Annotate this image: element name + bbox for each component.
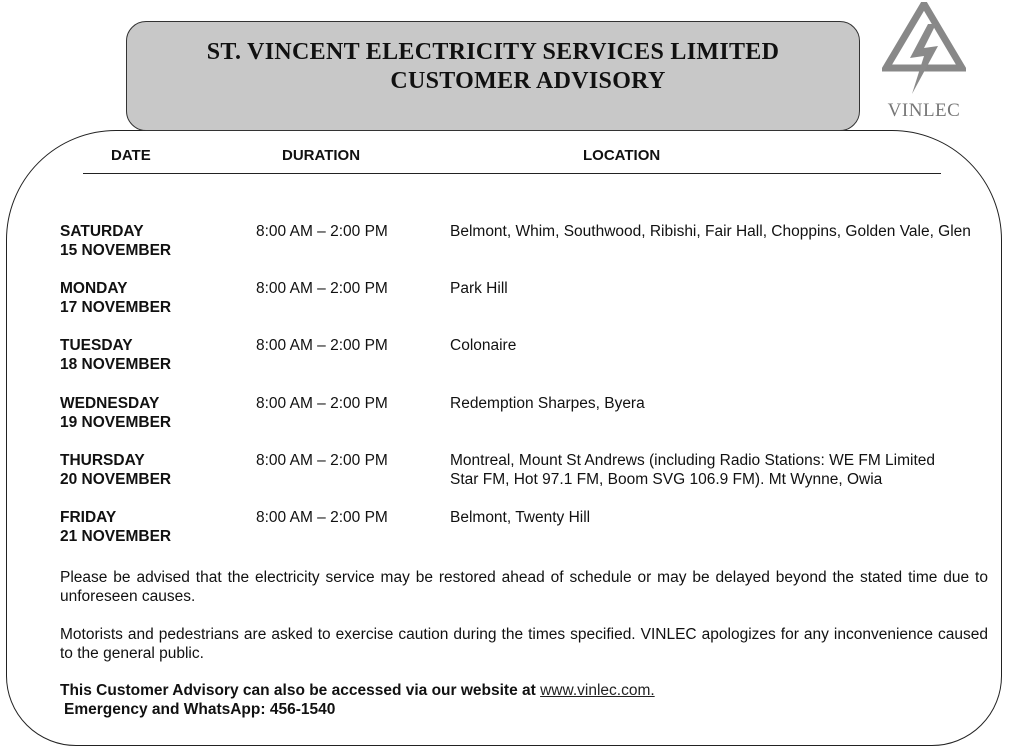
table-row — [0, 452, 1014, 496]
table-row — [0, 280, 1014, 324]
row-day: WEDNESDAY — [60, 395, 160, 412]
column-header-duration: DURATION — [282, 147, 361, 164]
website-line — [60, 682, 655, 700]
row-date: 15 NOVEMBER — [60, 242, 172, 259]
row-date: 20 NOVEMBER — [60, 471, 172, 488]
website-prefix: This Customer Advisory can also be accessed via our website at — [60, 682, 541, 699]
column-header-location: LOCATION — [583, 147, 661, 164]
row-date: 17 NOVEMBER — [60, 299, 172, 316]
column-header-date: DATE — [111, 147, 151, 164]
row-location-continued: Star FM, Hot 97.1 FM, Boom SVG 106.9 FM). Mt Wynne, Owia — [450, 471, 883, 488]
company-title: ST. VINCENT ELECTRICITY SERVICES LIMITED — [206, 39, 780, 65]
row-duration: 8:00 AM – 2:00 PM — [256, 509, 388, 526]
row-day: THURSDAY — [60, 452, 145, 469]
emergency-contact: Emergency and WhatsApp: 456-1540 — [64, 701, 336, 718]
row-duration: 8:00 AM – 2:00 PM — [256, 452, 388, 469]
row-day: SATURDAY — [60, 223, 144, 240]
row-date: 19 NOVEMBER — [60, 414, 172, 431]
restoration-notice: Please be advised that the electricity service may be restored ahead of schedule or may be delayed beyond the stated time due to unforeseen causes. — [60, 569, 988, 605]
row-day: TUESDAY — [60, 337, 133, 354]
table-row — [0, 509, 1014, 553]
vinlec-logo-text: VINLEC — [887, 100, 961, 121]
row-day: MONDAY — [60, 280, 128, 297]
advisory-title: CUSTOMER ADVISORY — [390, 68, 666, 94]
table-row — [0, 337, 1014, 381]
row-duration: 8:00 AM – 2:00 PM — [256, 395, 388, 412]
caution-notice: Motorists and pedestrians are asked to exercise caution during the times specified. VINLEC apologizes for any inconvenience caused to the general public. — [60, 626, 988, 662]
row-day: FRIDAY — [60, 509, 117, 526]
row-duration: 8:00 AM – 2:00 PM — [256, 280, 388, 297]
header-divider — [83, 173, 941, 174]
table-row — [0, 395, 1014, 439]
row-location: Colonaire — [450, 337, 517, 354]
row-duration: 8:00 AM – 2:00 PM — [256, 223, 388, 240]
row-date: 21 NOVEMBER — [60, 528, 172, 545]
advisory-header — [126, 21, 860, 131]
table-row — [0, 223, 1014, 267]
website-link[interactable]: www.vinlec.com. — [540, 682, 655, 699]
row-date: 18 NOVEMBER — [60, 356, 172, 373]
row-location: Redemption Sharpes, Byera — [450, 395, 645, 412]
row-location: Montreal, Mount St Andrews (including Radio Stations: WE FM Limited — [450, 452, 936, 469]
row-location: Belmont, Twenty Hill — [450, 509, 591, 526]
row-duration: 8:00 AM – 2:00 PM — [256, 337, 388, 354]
row-location: Park Hill — [450, 280, 508, 297]
row-location: Belmont, Whim, Southwood, Ribishi, Fair Hall, Choppins, Golden Vale, Glen — [450, 223, 971, 240]
